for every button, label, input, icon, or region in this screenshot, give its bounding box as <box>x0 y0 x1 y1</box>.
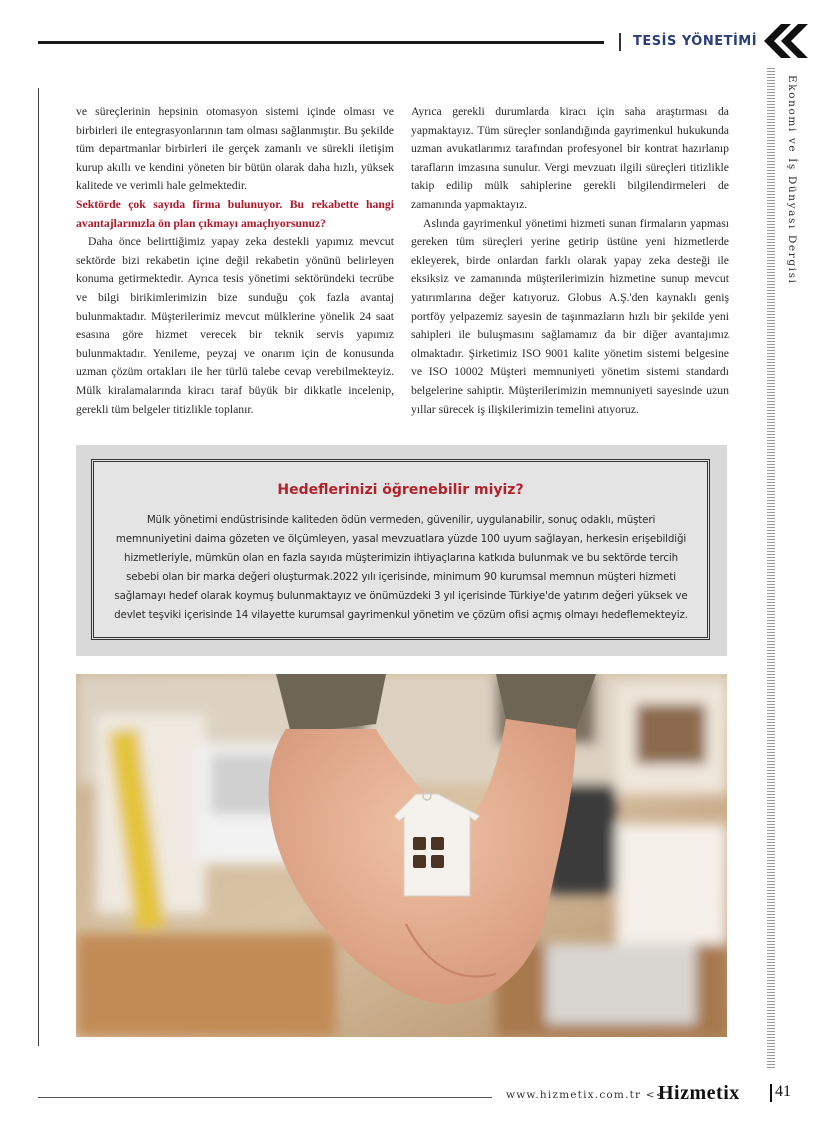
left-column <box>76 103 394 419</box>
header-separator <box>619 33 621 51</box>
paragraph: Daha önce belirttiğimiz yapay zeka destekli yapımız mevcut sektörde bizi rekabetin içine değil rekabetin yönünü belirleyen konuma getirmektedir. Ayrıca tesis yönetimi sektöründeki tecrübe ve bilgi birikimlerimizin bize sunduğu çok fazla avantaj bulunmaktadır. Müşterilerimiz mevcut mülklerine yönelik 24 saat esasına göre hizmet verecek bir teknik servis yapımız bulunmaktadır. Yenileme, peyzaj ve onarım için de konusunda uzman çözüm ortakları ile her türlü talebe cevap verebilmekteyiz. Mülk kiralamalarında kiracı taraf büyük bir dikkatle incelenip, gerekli tüm belgeler titizlikle toplanır. <box>76 235 394 416</box>
paragraph: Aslında gayrimenkul yönetimi hizmeti sunan firmaların yapması gereken tüm süreçleri yerine getirip üstüne yeni hizmetlerde ekleyerek, birde onlardan farklı olarak yapay zeka desteği ile eksiksiz ve zamanında müşterilerimizin hizmetine sunup mevcut yatırımlarına değer katıyoruz. Globus A.Ş.'den kaynaklı geniş portföy yelpazemiz sayesin de taşınmazların hızlı bir şekilde yeni sahipleri ile buluşmasını sağlamamız da bir diğer avantajımız olmaktadır. Şirketimiz ISO 9001 kalite yönetim sistemi belgesine ve ISO 10002 Müşteri memnuniyeti yönetim sistemi standardı belgelerine sahiptir. Müşterilerimizin memnuniyeti sayesinde uzun yıllar sürecek iş ilişkilerimizin temelini atıyoruz. <box>411 216 729 416</box>
right-column <box>411 103 729 419</box>
footer-rule <box>38 1097 492 1098</box>
page-number: 41 <box>775 1083 791 1100</box>
goals-text: Mülk yönetimi endüstrisinde kaliteden ödün vermeden, güvenilir, uygulanabilir, sonuç odaklı, müşteri memnuniyetini daima gözeten ve ölçümleyen, yasal mevzuatlara yüzde 100 uyum sağlayan, herkesin erişebildiği hizmetleriyle, mümkün olan en fazla sayıda müşterimizin ihtiyaçlarına katkıda bulunmak ve bu sektörde tercih sebebi olan bir marka değeri oluşturmak.2022 yılı içerisinde, minimum 90 kurumsal memnun müşteri hizmeti sağlamayı hedef olarak koymuş bulunmaktayız ve önümüzdeki 3 yıl içerisinde Türkiye'de yatırım değeri yüksek ve devlet teşviki içerisinde 14 vilayette kurumsal gayrimenkul yönetim ve çözüm ofisi açmış olmayı hedeflemekteyiz. <box>114 514 688 622</box>
interview-question: Sektörde çok sayıda firma bulunuyor. Bu rekabette hangi avantajlarınızla ön plan çıkmayı amaçlıyorsunuz? <box>76 197 394 230</box>
section-title: TESİS YÖNETİMİ <box>633 34 758 49</box>
margin-line <box>38 88 39 1046</box>
footer-brand: Hizmetix <box>658 1082 740 1104</box>
footer-url[interactable]: www.hizmetix.com.tr << <box>506 1089 666 1101</box>
header-rule <box>38 41 604 44</box>
double-chevron-left-icon <box>764 24 808 58</box>
house-in-hands-photo <box>76 674 727 1037</box>
magazine-name: Ekonomi ve İş Dünyası Dergisi <box>786 75 798 285</box>
footer-separator <box>770 1084 772 1102</box>
paragraph: Ayrıca gerekli durumlarda kiracı için saha araştırması da yapmaktayız. Tüm süreçler sonlandığında gayrimenkul hukukunda uzman avukatlarımız tarafından profesyonel bir kontrat hazırlanıp tarafların imzasına sunulur. Vergi mevzuatı ilgili süreçleri titizlikle takip edilip mülk sahiplerine gerekli bilgilendirmeleri de zamanında yapmaktayız. <box>411 105 729 211</box>
goals-title: Hedeflerinizi öğrenebilir miyiz? <box>277 482 524 498</box>
side-stripe <box>767 68 775 1068</box>
paragraph: ve süreçlerinin hepsinin otomasyon sistemi içinde olması ve birbirleri ile entegrasyonlarının tam olması sağlanmıştır. Bu şekilde tüm departmanlar birbirleri ile gerçek zamanlı ve sürekli iletişim kurup akıllı ve kendini yöneten bir bütün olarak daha hızlı, yüksek kalitede ve verimli hale gelmektedir. <box>76 105 394 193</box>
